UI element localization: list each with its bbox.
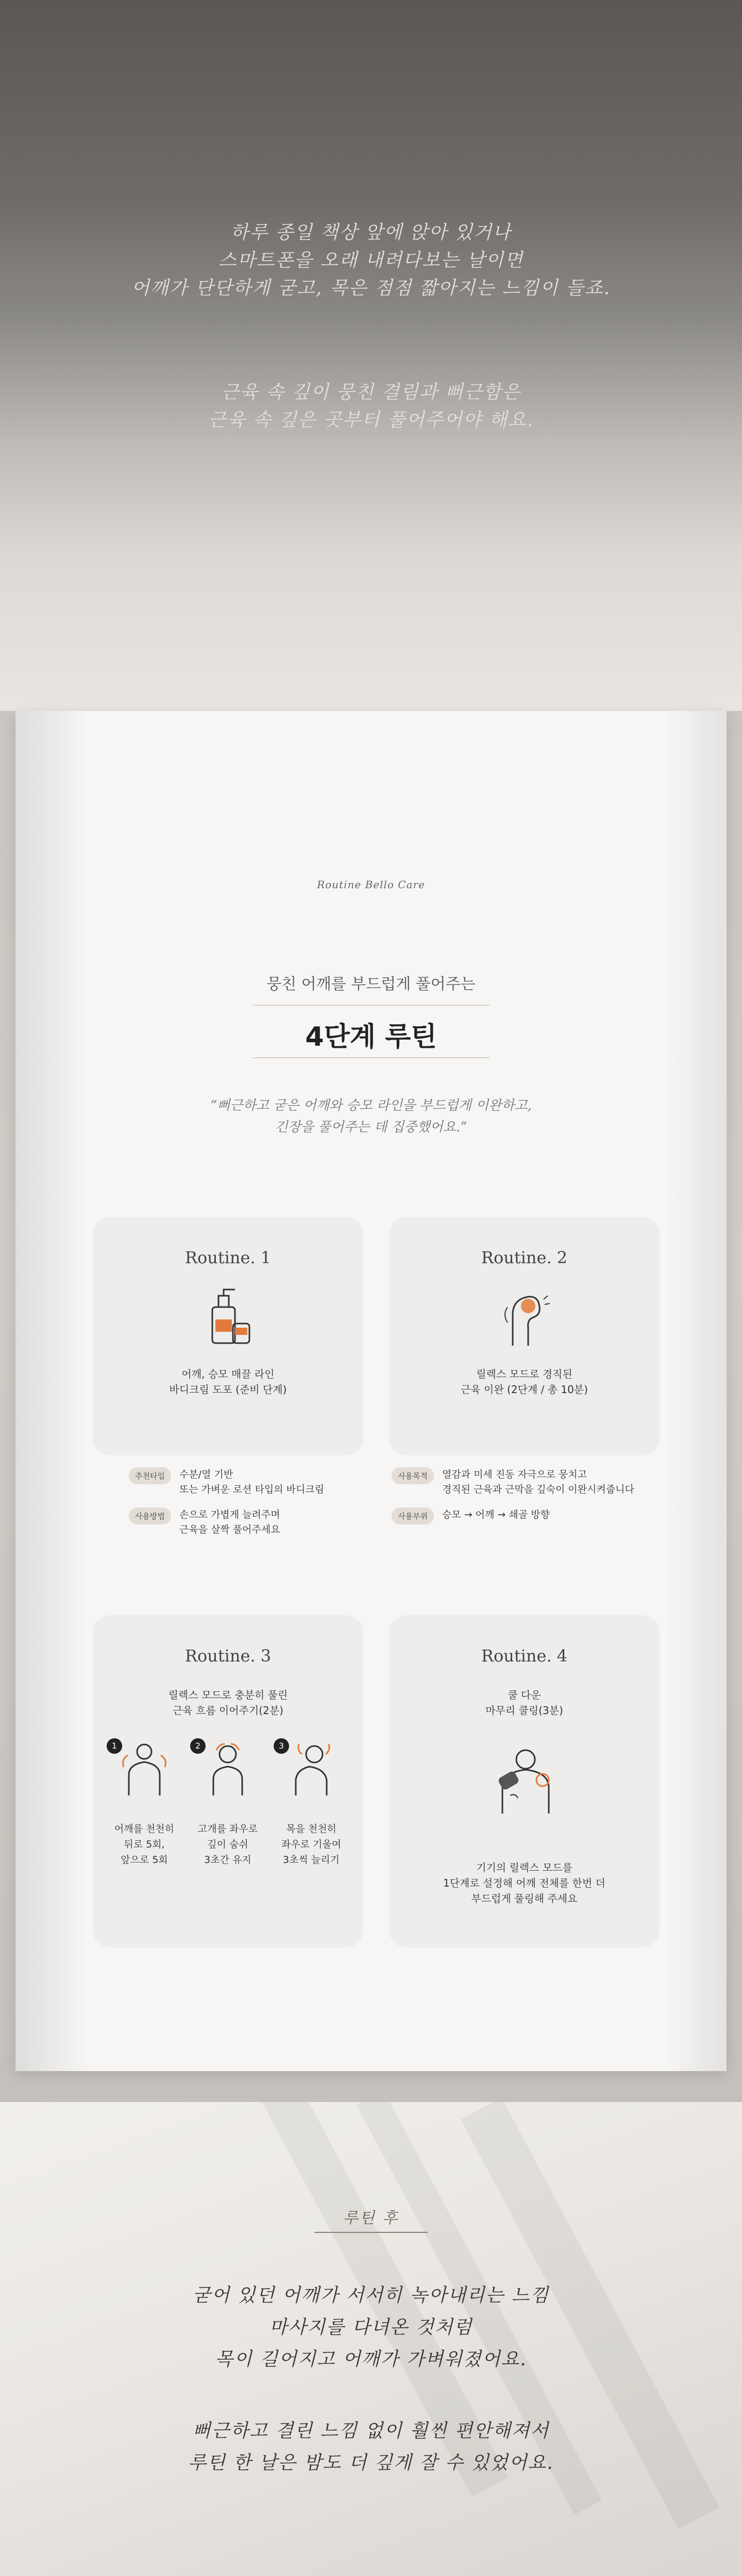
- tag-text-line: 근육을 살짝 풀어주세요: [179, 1524, 280, 1535]
- tag-text-line: 승모 → 어깨 → 쇄골 방향: [442, 1509, 550, 1520]
- after-line: 마사지를 다녀온 것처럼: [269, 2317, 473, 2338]
- routine-desc-line: 근육 이완 (2단계 / 총 10분): [461, 1383, 588, 1396]
- intro-text-group-2: [0, 379, 742, 434]
- routine-extra-line: 기기의 릴렉스 모드를: [476, 1861, 572, 1874]
- step-text-line: 뒤로 5회,: [124, 1839, 165, 1850]
- tag-text-line: 수분/열 기반: [179, 1469, 233, 1480]
- book-edge-shade: [665, 711, 727, 2071]
- routine-book-section: [0, 711, 742, 2102]
- routine-desc-line: 쿨 다운: [508, 1689, 541, 1701]
- routine-extra-line: 부드럽게 풀링해 주세요: [471, 1892, 578, 1905]
- routine-extra: [389, 1860, 660, 1906]
- tag-label: 추천타입: [129, 1467, 171, 1484]
- step-text-line: 앞으로 5회: [121, 1854, 168, 1866]
- routine-2-tag-row: [392, 1507, 550, 1524]
- after-line: 목이 길어지고 어깨가 가벼워졌어요.: [215, 2349, 527, 2370]
- book-script-label: Routine Bello Care: [317, 878, 425, 891]
- step-text-line: 고개를 좌우로: [197, 1823, 258, 1835]
- routine-step-2: [187, 1739, 269, 1868]
- step-number: 2: [190, 1738, 206, 1754]
- routine-desc-line: 어깨, 승모 매끌 라인: [181, 1368, 275, 1380]
- after-text-group-1: [0, 2280, 742, 2376]
- routine-1-tag-row: [129, 1467, 324, 1497]
- intro-line: 근육 속 깊이 뭉친 결림과 뻐근함은: [221, 382, 521, 403]
- routine-card-3: [93, 1615, 363, 1947]
- title-top-divider: [252, 1005, 490, 1006]
- intro-line: 하루 종일 책상 앞에 앉아 있거나: [230, 222, 512, 243]
- routine-title: Routine. 4: [481, 1646, 568, 1666]
- tag-text: [442, 1507, 550, 1522]
- tag-text: [179, 1467, 324, 1497]
- after-heading-underline: [314, 2232, 428, 2233]
- intro-line: 어깨가 단단하게 굳고, 목은 점점 짧아지는 느낌이 들죠.: [131, 278, 611, 299]
- after-line: 뻐근하고 결린 느낌 없이 훨씬 편안해져서: [192, 2420, 550, 2442]
- step-text-line: 좌우로 기울여: [281, 1839, 342, 1850]
- intro-text-group-1: [0, 219, 742, 302]
- tag-text-line: 열감과 미세 진동 자극으로 뭉치고: [442, 1469, 587, 1480]
- tag-label: 사용목적: [392, 1467, 434, 1484]
- step-number: 3: [274, 1738, 289, 1754]
- book-gutter-shade: [15, 711, 88, 2071]
- page-title: 4단계 루틴: [305, 1022, 437, 1053]
- step-text: [187, 1821, 269, 1868]
- after-line: 루틴 한 날은 밤도 더 깊게 잘 수 있었어요.: [188, 2452, 554, 2473]
- step-text-line: 어깨를 천천히: [114, 1823, 175, 1835]
- cream-bottle-icon: [202, 1286, 254, 1348]
- routine-desc: [389, 1687, 660, 1718]
- after-text-group-2: [0, 2415, 742, 2479]
- after-line: 굳어 있던 어깨가 서서히 녹아내리는 느낌: [192, 2285, 550, 2306]
- tag-text: [179, 1507, 280, 1537]
- step-text: [270, 1821, 352, 1868]
- routine-title: Routine. 1: [184, 1248, 272, 1267]
- step-text-line: 3초씩 늘리기: [283, 1854, 340, 1866]
- routine-desc-line: 바디크림 도포 (준비 단계): [169, 1383, 287, 1396]
- routine-step-3: [270, 1739, 352, 1868]
- routine-desc: [93, 1687, 363, 1718]
- routine-2-tag-row: [392, 1467, 634, 1497]
- tag-text: [442, 1467, 634, 1497]
- step-text-line: 깊이 숨쉬: [207, 1839, 248, 1850]
- intro-line: 근육 속 깊은 곳부터 풀어주어야 해요.: [208, 410, 534, 431]
- after-routine-section: [0, 2102, 742, 2576]
- routine-1-tag-row: [129, 1507, 280, 1537]
- step-text: [103, 1821, 185, 1868]
- routine-desc: [93, 1366, 363, 1397]
- shoulder-icon: [497, 1286, 554, 1348]
- step-text-line: 목을 천천히: [286, 1823, 336, 1835]
- intro-line: 스마트폰을 오래 내려다보는 날이면: [218, 250, 524, 271]
- after-heading: 루틴 후: [343, 2209, 399, 2227]
- routine-title: Routine. 3: [184, 1646, 272, 1666]
- step-number: 1: [107, 1738, 122, 1754]
- book-quote: [0, 1095, 742, 1138]
- routine-card-4: [389, 1615, 660, 1947]
- tag-text-line: 또는 가벼운 로션 타입의 바디크림: [179, 1484, 325, 1495]
- massage-device-icon: [487, 1744, 564, 1816]
- routine-desc-line: 릴렉스 모드로 경직된: [476, 1368, 572, 1380]
- routine-desc-line: 릴렉스 모드로 충분히 풀린: [168, 1689, 288, 1701]
- book-subtitle: 뭉친 어깨를 부드럽게 풀어주는: [266, 975, 476, 993]
- routine-title: Routine. 2: [481, 1248, 568, 1267]
- routine-card-2: [389, 1217, 660, 1455]
- tag-label: 사용부위: [392, 1507, 434, 1524]
- quote-line: “뻐근하고 굳은 어깨와 승모 라인을 부드럽게 이완하고,: [210, 1098, 532, 1113]
- routine-step-1: [103, 1739, 185, 1868]
- routine-desc-line: 근육 흐름 이어주기(2분): [173, 1704, 283, 1717]
- step-text-line: 3초간 유지: [204, 1854, 251, 1866]
- tag-text-line: 손으로 가볍게 늘려주며: [179, 1509, 280, 1520]
- routine-card-1: [93, 1217, 363, 1455]
- routine-extra-line: 1단계로 설정해 어깨 전체를 한번 더: [443, 1877, 605, 1889]
- quote-line: 긴장을 풀어주는 데 집중했어요.”: [275, 1120, 467, 1135]
- routine-desc-line: 마무리 쿨링(3분): [485, 1704, 563, 1717]
- title-bottom-divider: [252, 1057, 490, 1058]
- tag-text-line: 경직된 근육과 근막을 깊숙이 이완시켜줍니다: [442, 1484, 634, 1495]
- intro-section: [0, 0, 742, 711]
- tag-label: 사용방법: [129, 1507, 171, 1524]
- routine-desc: [389, 1366, 660, 1397]
